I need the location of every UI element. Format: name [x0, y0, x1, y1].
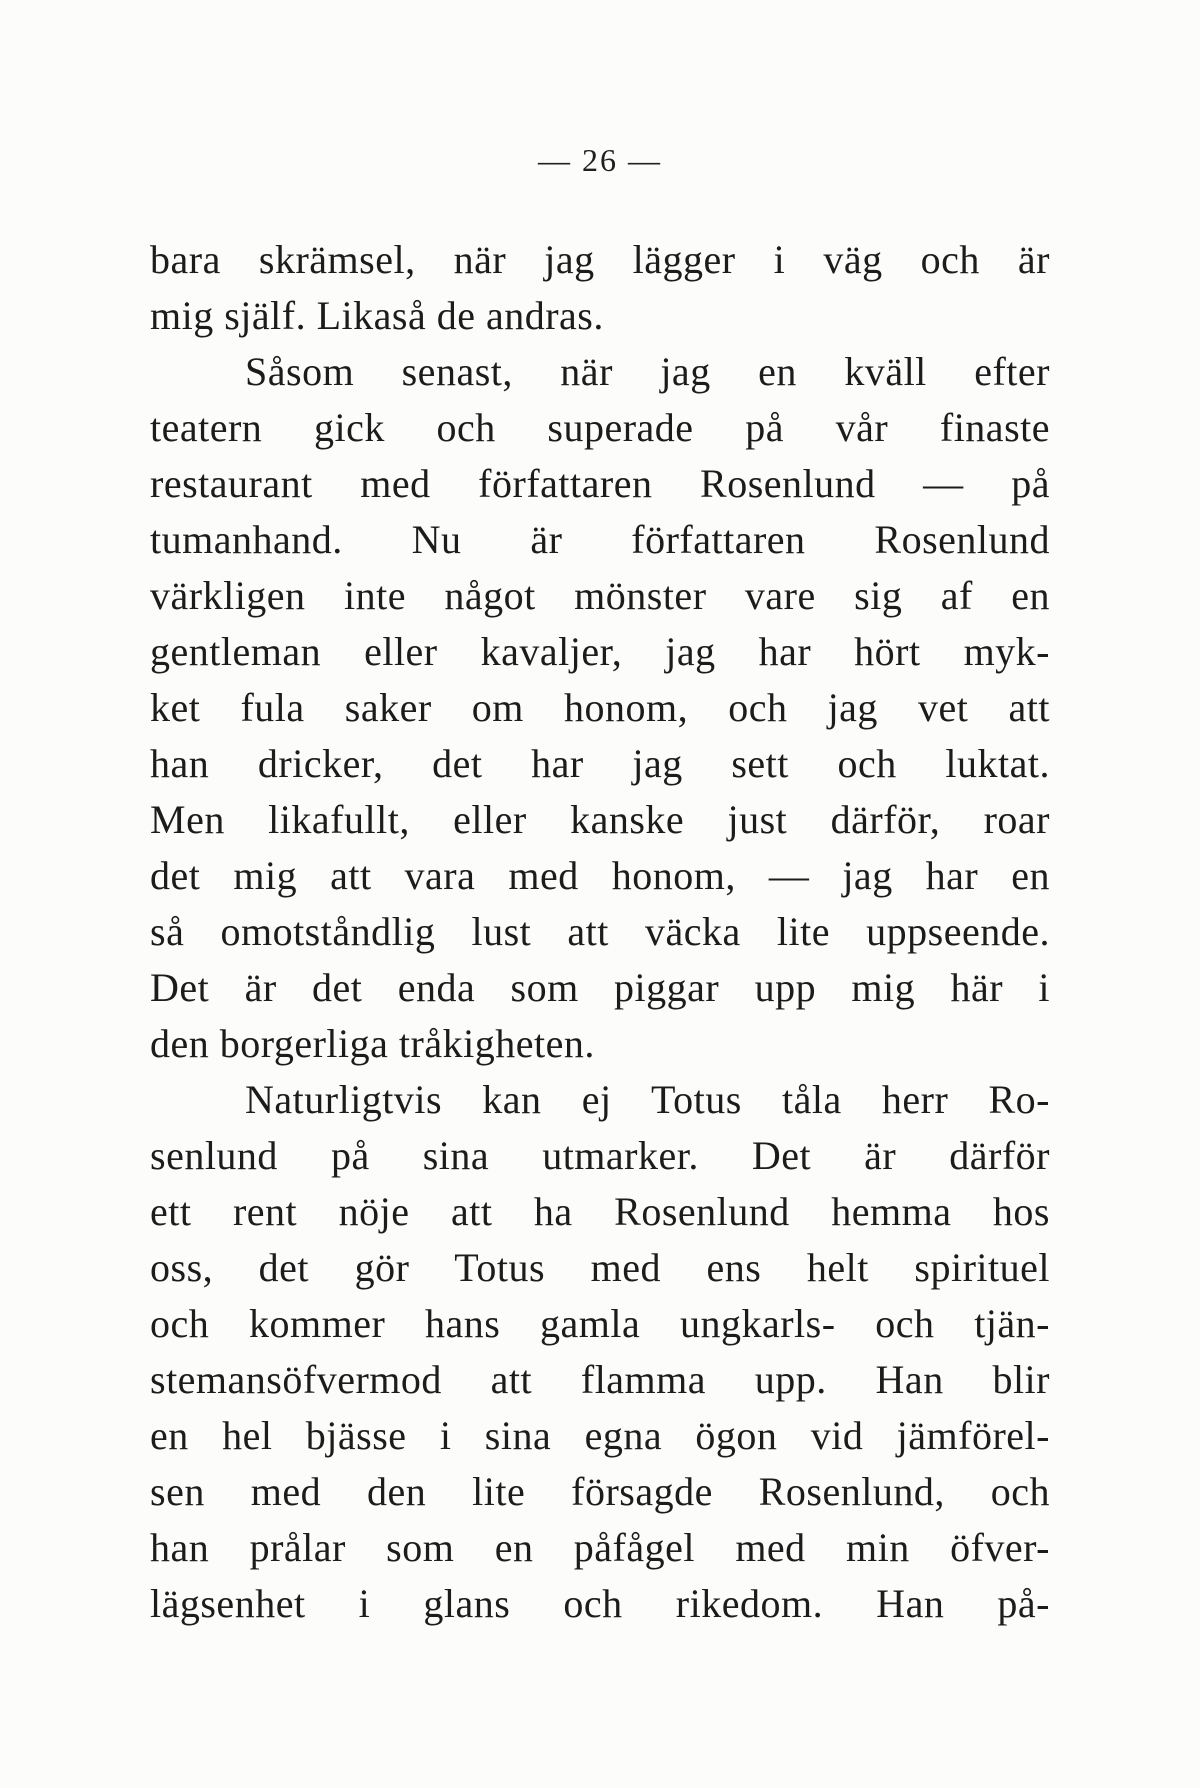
page-number: — 26 — — [538, 142, 662, 178]
text-line: senlund på sina utmarker. Det är därför — [150, 1133, 1050, 1178]
text-line: ett rent nöje att ha Rosenlund hemma hos — [150, 1189, 1050, 1234]
text-line: lägsenhet i glans och rikedom. Han på- — [150, 1581, 1050, 1626]
text-line: han dricker, det har jag sett och luktat. — [150, 741, 1050, 786]
text-line: restaurant med författaren Rosenlund — på — [150, 461, 1050, 506]
text-line: han prålar som en påfågel med min öfver- — [150, 1525, 1050, 1570]
text-line: sen med den lite försagde Rosenlund, och — [150, 1469, 1050, 1514]
text-line: mig själf. Likaså de andras. — [150, 293, 604, 338]
text-line: teatern gick och superade på vår finaste — [150, 405, 1050, 450]
text-line: Naturligtvis kan ej Totus tåla herr Ro- — [245, 1077, 1050, 1122]
text-line: Såsom senast, när jag en kväll efter — [245, 349, 1050, 394]
text-line: stemansöfvermod att flamma upp. Han blir — [150, 1357, 1050, 1402]
text-line: ket fula saker om honom, och jag vet att — [150, 685, 1050, 730]
body-text — [150, 232, 1050, 1632]
text-line: Det är det enda som piggar upp mig här i — [150, 965, 1050, 1010]
text-line: tumanhand. Nu är författaren Rosenlund — [150, 517, 1050, 562]
text-line: oss, det gör Totus med ens helt spirituel — [150, 1245, 1050, 1290]
text-line: Men likafullt, eller kanske just därför, roar — [150, 797, 1050, 842]
text-line: bara skrämsel, när jag lägger i väg och är — [150, 237, 1050, 282]
text-line: värkligen inte något mönster vare sig af en — [150, 573, 1050, 618]
text-line: det mig att vara med honom, — jag har en — [150, 853, 1050, 898]
text-line: gentleman eller kavaljer, jag har hört myk- — [150, 629, 1050, 674]
text-line: och kommer hans gamla ungkarls- och tjän- — [150, 1301, 1050, 1346]
text-line: en hel bjässe i sina egna ögon vid jämförel- — [150, 1413, 1050, 1458]
text-line: den borgerliga tråkigheten. — [150, 1021, 595, 1066]
text-line: så omotståndlig lust att väcka lite uppseende. — [150, 909, 1050, 954]
